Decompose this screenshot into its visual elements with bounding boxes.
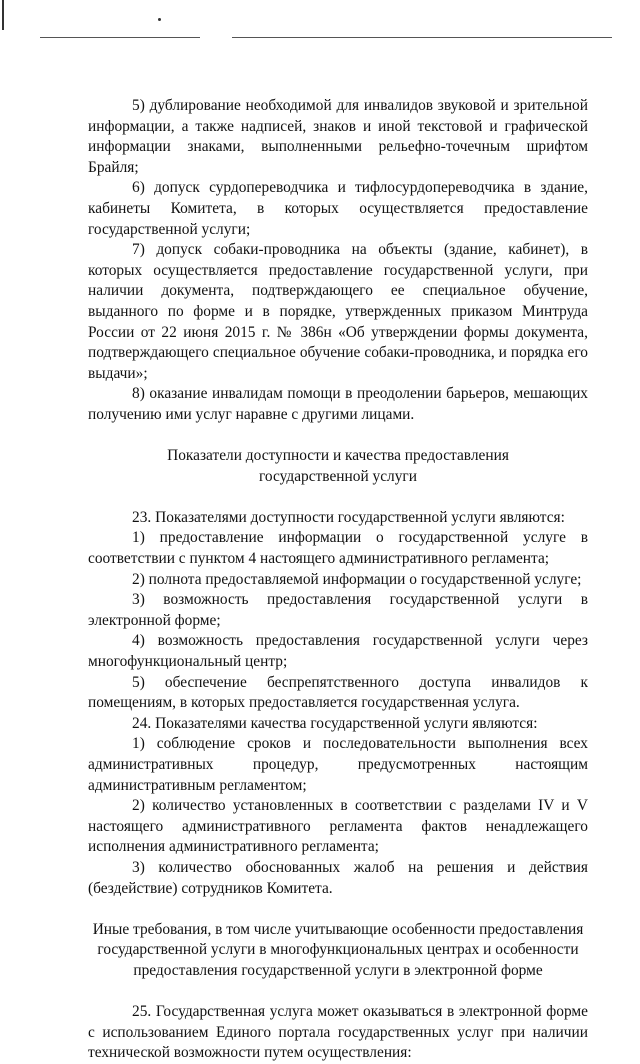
list-item-5: 5) дублирование необходимой для инвалидов звуковой и зрительной информации, а также надписей, знаков и иной текстовой и графической информации знаками, выполненными рельефно-точечным шрифтом Брайля;	[88, 97, 588, 176]
section-heading-other-requirements	[48, 920, 628, 982]
clause-23-item-1: 1) предоставление информации о государственной услуге в соответствии с пунктом 4 настоящего административного регламента;	[88, 529, 588, 568]
clause-23-item-2: 2) полнота предоставляемой информации о государственной услуге;	[132, 570, 582, 588]
section-heading-accessibility	[88, 446, 588, 487]
list-item-8: 8) оказание инвалидам помощи в преодолении барьеров, мешающих получению ими услуг наравне с другими лицами.	[88, 385, 588, 423]
list-item-7: 7) допуск собаки-проводника на объекты (здание, кабинет), в которых осуществляется предоставление государственной услуги, при наличии документа, подтверждающего ее специальное обучение, выданного по форме и в порядке, утвержденных приказом Минтруда России от 22 июня 2015 г. № 386н «Об утверждении формы документа, подтверждающего специальное обучение собаки-проводника, и порядка его выдачи»;	[88, 241, 588, 382]
clause-24-item-2: 2) количество установленных в соответствии с разделами IV и V настоящего административного регламента фактов ненадлежащего исполнения административного регламента;	[88, 797, 588, 856]
scan-edge-mark	[2, 0, 4, 30]
list-item-6: 6) допуск сурдопереводчика и тифлосурдопереводчика в здание, кабинеты Комитета, в которых осуществляется предоставление государственной услуги;	[88, 179, 588, 238]
clause-24-item-3: 3) количество обоснованных жалоб на решения и действия (бездействие) сотрудников Комитета.	[88, 858, 588, 897]
clause-23-item-4: 4) возможность предоставления государственной услуги через многофункциональный центр;	[88, 632, 588, 671]
heading-line: государственной услуги	[259, 467, 417, 485]
scan-top-line-right	[232, 37, 612, 38]
document-body	[88, 96, 588, 1064]
scan-dot-mark	[158, 18, 161, 21]
heading-line: Показатели доступности и качества предоставления	[167, 447, 509, 465]
clause-23-item-5: 5) обеспечение беспрепятственного доступа инвалидов к помещениям, в которых предоставляется государственная услуга.	[88, 673, 588, 712]
clause-23-item-3: 3) возможность предоставления государственной услуги в электронной форме;	[88, 591, 588, 629]
clause-24-item-1: 1) соблюдение сроков и последовательности выполнения всех административных процедур, предусмотренных настоящим административным регламентом;	[88, 735, 588, 794]
clause-24: 24. Показателями качества государственной услуги являются:	[132, 714, 538, 732]
scan-top-line-left	[40, 37, 200, 38]
heading-line: предоставления государственной услуги в электронной форме	[133, 961, 543, 979]
clause-25: 25. Государственная услуга может оказываться в электронной форме с использованием Единого портала государственных услуг при наличии технической возможности путем осуществления:	[88, 1003, 588, 1062]
heading-line: Иные требования, в том числе учитывающие особенности предоставления	[92, 920, 584, 938]
heading-line: государственной услуги в многофункциональных центрах и особенности	[97, 941, 579, 959]
clause-23: 23. Показателями доступности государственной услуги являются:	[132, 508, 565, 526]
